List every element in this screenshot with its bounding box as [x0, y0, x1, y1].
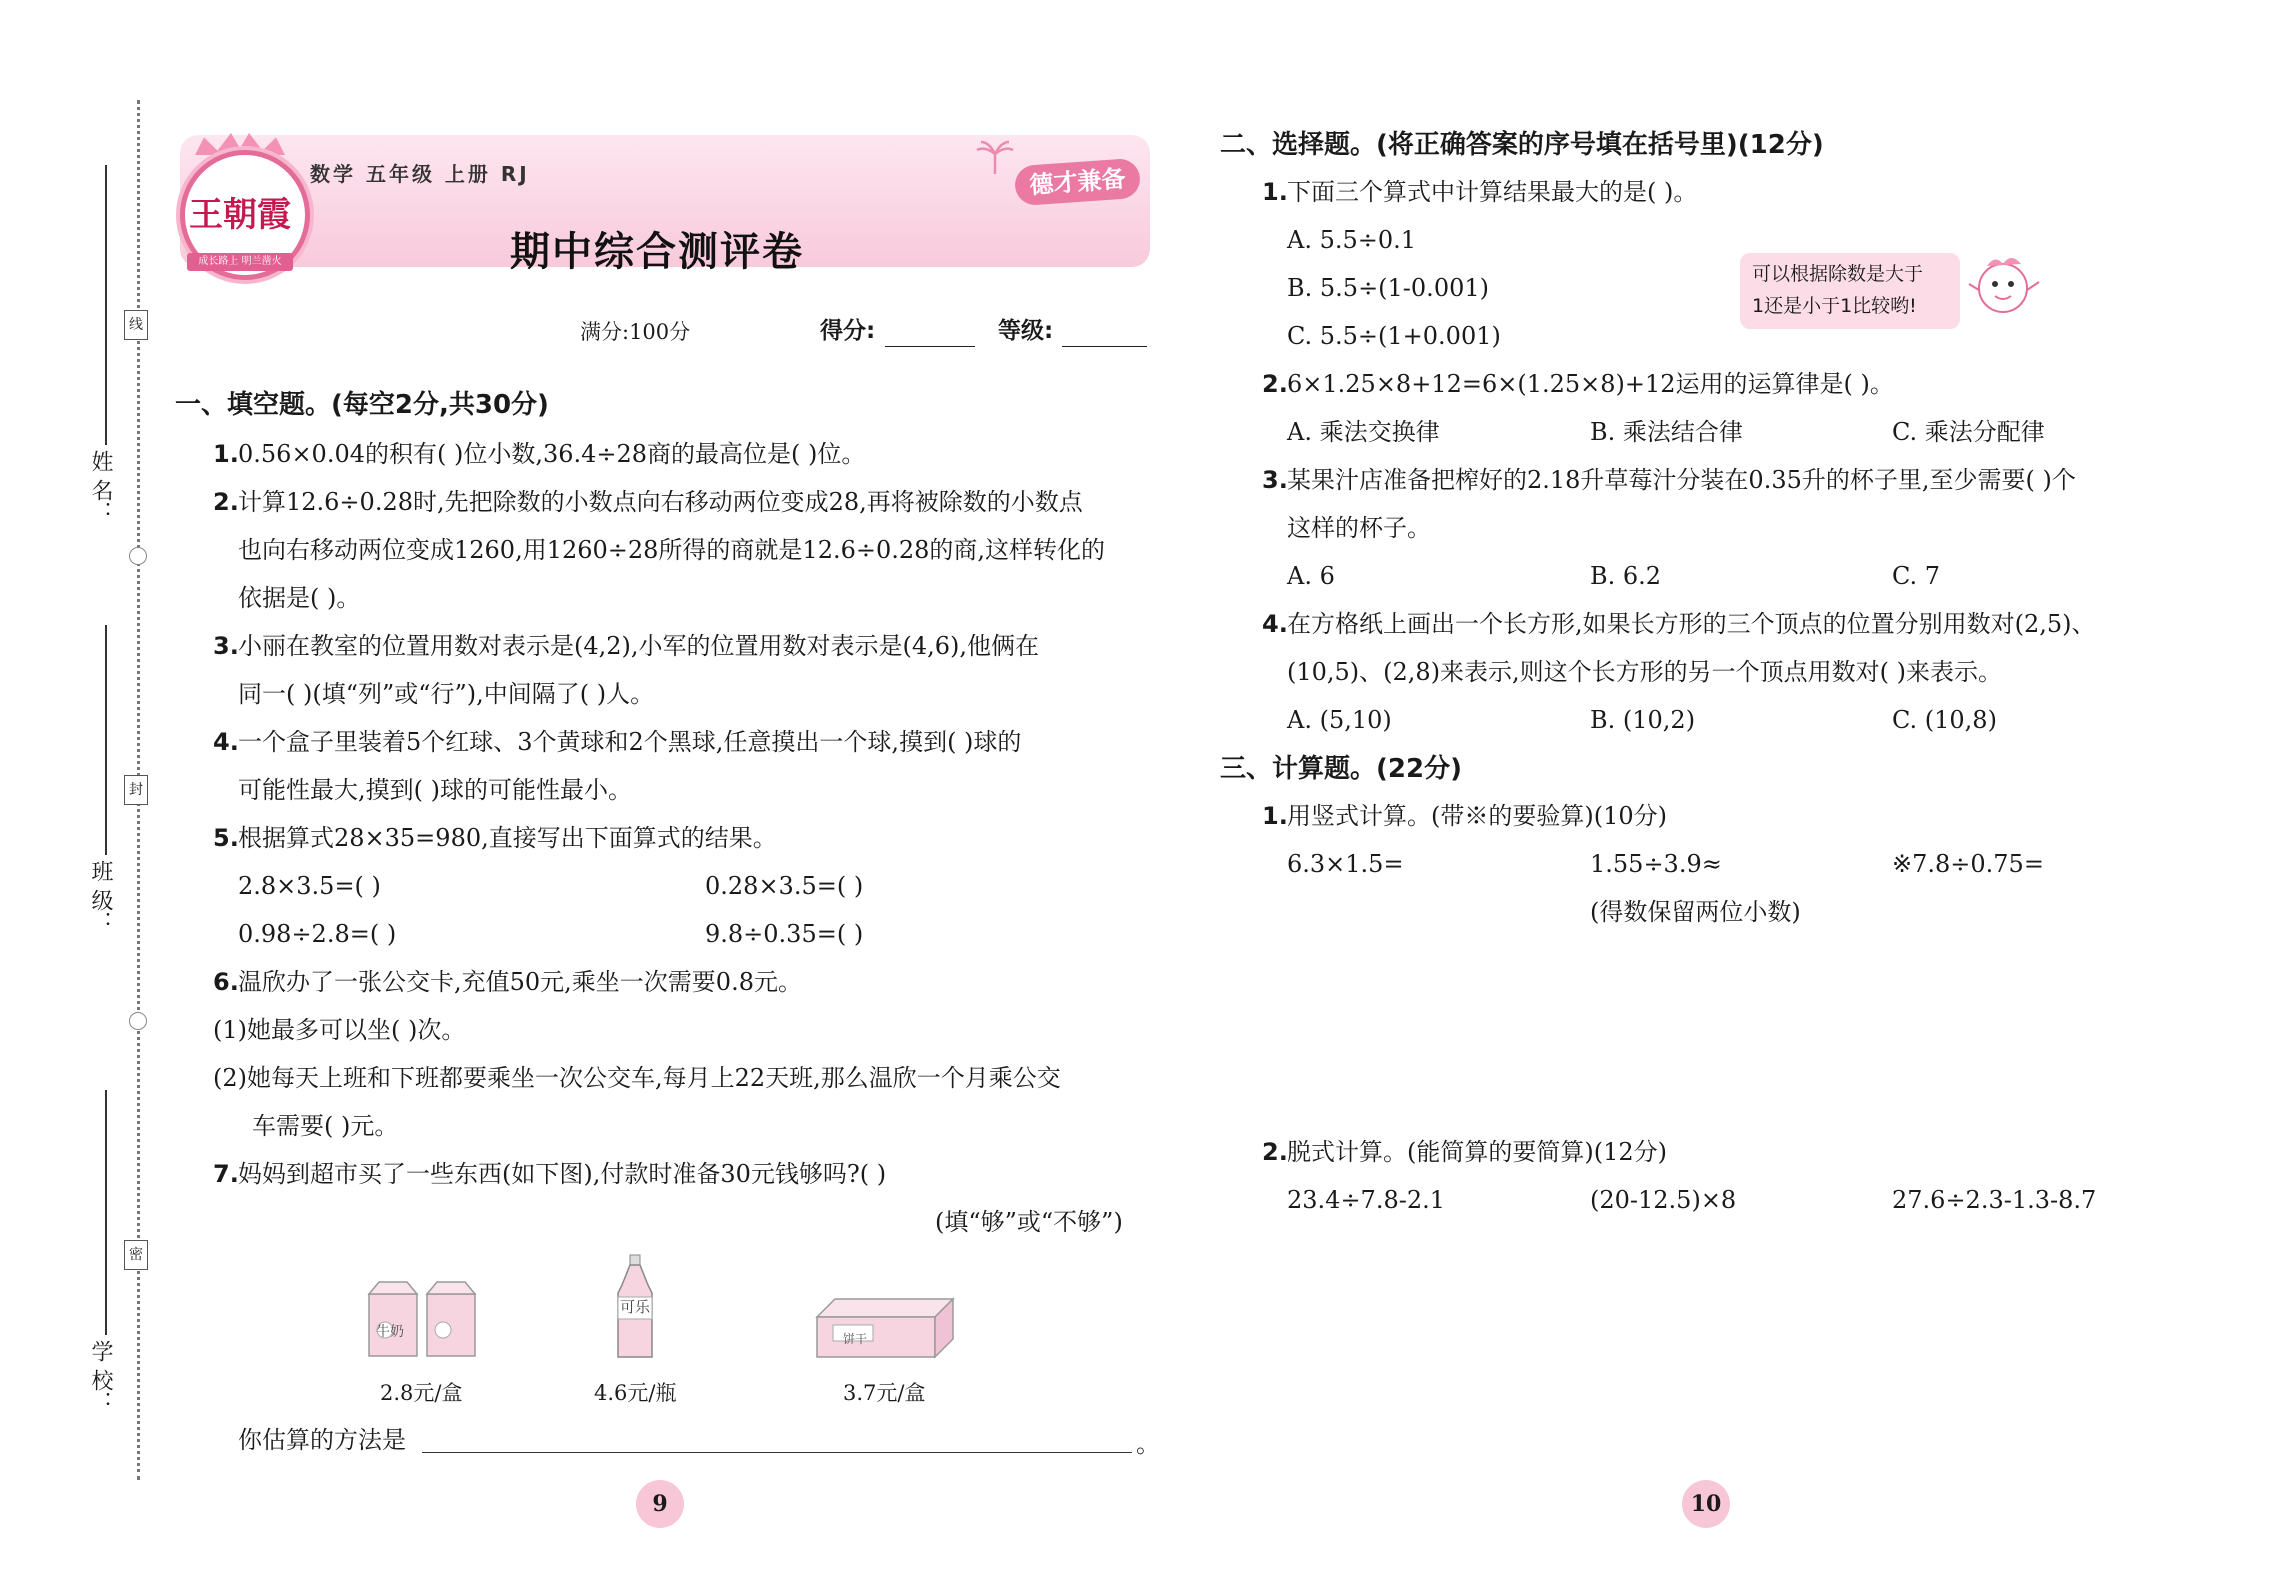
c2-item-b: (20-12.5)×8 — [1590, 1186, 1737, 1214]
c1-work-area[interactable] — [1287, 940, 2177, 1120]
tip-bubble — [1740, 253, 1960, 329]
page-number-9: 9 — [636, 1480, 684, 1528]
item2-label: 可乐 — [620, 1298, 651, 1316]
name-label: 姓 名： — [88, 450, 113, 523]
q1-text: 0.56×0.04的积有( )位小数,36.4÷28商的最高位是( )位。 — [238, 440, 866, 468]
r-q4-line1: 在方格纸上画出一个长方形,如果长方形的三个顶点的位置分别用数对(2,5)、 — [1287, 610, 2096, 638]
q2-number: 2. — [213, 488, 239, 516]
c1-number: 1. — [1262, 802, 1288, 830]
c1-text: 用竖式计算。(带※的要验算)(10分) — [1287, 802, 1667, 830]
section1-heading: 一、填空题。(每空2分,共30分) — [175, 390, 549, 420]
palm-icon — [975, 140, 1015, 176]
r-q4-line2: (10,5)、(2,8)来表示,则这个长方形的另一个顶点用数对( )来表示。 — [1287, 658, 2003, 686]
punch-hole-icon — [129, 547, 147, 565]
r-q3-number: 3. — [1262, 466, 1288, 494]
q7-method-field[interactable] — [422, 1452, 1132, 1453]
section3-heading: 三、计算题。(22分) — [1220, 754, 1462, 784]
q4-line2: 可能性最大,摸到( )球的可能性最小。 — [238, 776, 632, 804]
r-q2-option-a: A. 乘法交换律 — [1287, 418, 1440, 446]
class-blank[interactable] — [105, 625, 107, 855]
q7-method-end: 。 — [1136, 1430, 1160, 1458]
q5-item-d: 9.8÷0.35=( ) — [705, 920, 864, 948]
q7-hint: (填“够”或“不够”) — [935, 1208, 1123, 1236]
q1-number: 1. — [213, 440, 239, 468]
r-q1-option-a: A. 5.5÷0.1 — [1287, 226, 1417, 254]
item3-label: 饼干 — [843, 1332, 868, 1346]
q4-number: 4. — [213, 728, 239, 756]
grade-field[interactable] — [1062, 346, 1147, 347]
c2-work-area[interactable] — [1287, 1230, 2177, 1460]
q6-part2-line2: 车需要( )元。 — [252, 1112, 399, 1140]
logo-ribbon: 成长路上 明兰凿火 — [187, 253, 293, 271]
r-q1-option-b: B. 5.5÷(1-0.001) — [1287, 274, 1489, 302]
item3-price: 3.7元/盒 — [843, 1381, 926, 1405]
biscuit-box-icon — [815, 1295, 955, 1361]
punch-hole-icon — [129, 1012, 147, 1030]
c2-number: 2. — [1262, 1138, 1288, 1166]
r-q2-option-b: B. 乘法结合律 — [1590, 418, 1743, 446]
r-q3-line1: 某果汁店准备把榨好的2.18升草莓汁分装在0.35升的杯子里,至少需要( )个 — [1287, 466, 2076, 494]
q7-method-label: 你估算的方法是 — [238, 1426, 406, 1454]
q5-item-c: 0.98÷2.8=( ) — [238, 920, 397, 948]
q6-text: 温欣办了一张公交卡,充值50元,乘坐一次需要0.8元。 — [238, 968, 802, 996]
full-marks: 满分:100分 — [580, 320, 691, 344]
q2-line1: 计算12.6÷0.28时,先把除数的小数点向右移动两位变成28,再将被除数的小数点 — [238, 488, 1083, 516]
q3-number: 3. — [213, 632, 239, 660]
r-q3-line2: 这样的杯子。 — [1287, 514, 1431, 542]
r-q2-option-c: C. 乘法分配律 — [1892, 418, 2045, 446]
c1-item-a: 6.3×1.5= — [1287, 850, 1404, 878]
mascot-icon — [1965, 248, 2045, 328]
c2-text: 脱式计算。(能简算的要简算)(12分) — [1287, 1138, 1667, 1166]
seal-mi: 密 — [124, 1240, 148, 1270]
q5-item-a: 2.8×3.5=( ) — [238, 872, 381, 900]
c2-item-a: 23.4÷7.8-2.1 — [1287, 1186, 1445, 1214]
q7-text: 妈妈到超市买了一些东西(如下图),付款时准备30元钱够吗?( ) — [238, 1160, 887, 1188]
q7-number: 7. — [213, 1160, 239, 1188]
r-q4-number: 4. — [1262, 610, 1288, 638]
r-q3-option-a: A. 6 — [1287, 562, 1335, 590]
brand-logo — [175, 125, 305, 275]
seal-xian: 线 — [124, 310, 148, 340]
class-label: 班 级： — [88, 860, 113, 933]
r-q3-option-b: B. 6.2 — [1590, 562, 1662, 590]
item1-label: 牛奶 — [376, 1324, 404, 1340]
school-label: 学 校： — [88, 1340, 113, 1413]
tip-line1: 可以根据除数是大于 — [1752, 263, 1924, 285]
r-q4-option-b: B. (10,2) — [1590, 706, 1696, 734]
grade-label: 等级: — [998, 318, 1054, 344]
r-q4-option-a: A. (5,10) — [1287, 706, 1392, 734]
q2-line2: 也向右移动两位变成1260,用1260÷28所得的商就是12.6÷0.28的商,这样转化的 — [238, 536, 1106, 564]
c2-item-c: 27.6÷2.3-1.3-8.7 — [1892, 1186, 2097, 1214]
r-q2-text: 6×1.25×8+12=6×(1.25×8)+12运用的运算律是( )。 — [1287, 370, 1894, 398]
name-blank[interactable] — [105, 165, 107, 445]
section2-heading: 二、选择题。(将正确答案的序号填在括号里)(12分) — [1220, 130, 1824, 160]
score-label: 得分: — [820, 318, 876, 344]
c1-note: (得数保留两位小数) — [1590, 898, 1801, 926]
q5-item-b: 0.28×3.5=( ) — [705, 872, 864, 900]
milk-box-icon — [365, 1280, 485, 1360]
school-blank[interactable] — [105, 1090, 107, 1335]
r-q1-number: 1. — [1262, 178, 1288, 206]
tip-line2: 1还是小于1比较哟! — [1752, 295, 1917, 317]
q3-line2: 同一( )(填“列”或“行”),中间隔了( )人。 — [238, 680, 655, 708]
item1-price: 2.8元/盒 — [380, 1381, 463, 1405]
c1-item-c: ※7.8÷0.75= — [1892, 850, 2044, 878]
r-q1-text: 下面三个算式中计算结果最大的是( )。 — [1287, 178, 1698, 206]
item2-price: 4.6元/瓶 — [594, 1381, 677, 1405]
c1-item-b: 1.55÷3.9≈ — [1590, 850, 1722, 878]
r-q2-number: 2. — [1262, 370, 1288, 398]
q6-part2-line1: (2)她每天上班和下班都要乘坐一次公交车,每月上22天班,那么温欣一个月乘公交 — [213, 1064, 1061, 1092]
page-title: 期中综合测评卷 — [510, 229, 804, 275]
q3-line1: 小丽在教室的位置用数对表示是(4,2),小军的位置用数对表示是(4,6),他俩在 — [238, 632, 1040, 660]
subject-line: 数学 五年级 上册 RJ — [310, 162, 530, 186]
q2-line3: 依据是( )。 — [238, 584, 361, 612]
r-q4-option-c: C. (10,8) — [1892, 706, 1997, 734]
q5-text: 根据算式28×35=980,直接写出下面算式的结果。 — [238, 824, 777, 852]
r-q1-option-c: C. 5.5÷(1+0.001) — [1287, 322, 1501, 350]
q6-number: 6. — [213, 968, 239, 996]
q6-part1: (1)她最多可以坐( )次。 — [213, 1016, 466, 1044]
q5-number: 5. — [213, 824, 239, 852]
page-number-10: 10 — [1682, 1480, 1730, 1528]
r-q3-option-c: C. 7 — [1892, 562, 1941, 590]
logo-text: 王朝霞 — [189, 195, 291, 235]
score-field[interactable] — [885, 346, 975, 347]
seal-feng: 封 — [124, 775, 148, 805]
q4-line1: 一个盒子里装着5个红球、3个黄球和2个黑球,任意摸出一个球,摸到( )球的 — [238, 728, 1022, 756]
motto-badge: 德才兼备 — [1014, 158, 1141, 207]
